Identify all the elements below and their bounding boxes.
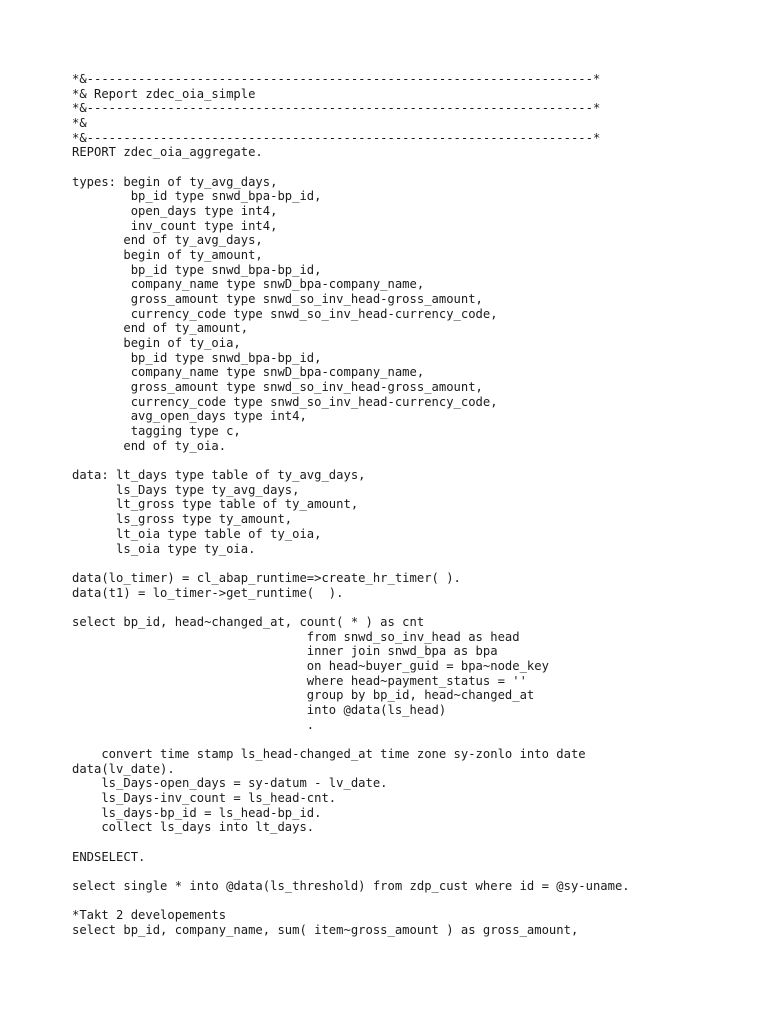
code-line — [72, 835, 630, 850]
code-line — [72, 894, 630, 909]
code-line: begin of ty_oia, — [72, 336, 241, 351]
code-line: from snwd_so_inv_head as head — [72, 629, 520, 644]
code-line: data(t1) = lo_timer->get_runtime( ). — [72, 585, 344, 600]
code-line: on head~buyer_guid = bpa~node_key — [72, 658, 549, 673]
code-line: end of ty_oia. — [72, 438, 227, 453]
code-line: select bp_id, head~changed_at, count( * ) as cnt — [72, 614, 425, 629]
code-line: *Takt 2 developements — [72, 908, 227, 923]
code-line: into @data(ls_head) — [72, 702, 447, 717]
code-line: bp_id type snwd_bpa-bp_id, — [72, 262, 322, 277]
code-line: currency_code type snwd_so_inv_head-currency_code, — [72, 306, 498, 321]
code-line: lt_oia type table of ty_oia, — [72, 526, 322, 541]
code-line: convert time stamp ls_head-changed_at time zone sy-zonlo into date — [72, 746, 586, 761]
code-line: avg_open_days type int4, — [72, 409, 307, 424]
code-line: gross_amount type snwd_so_inv_head-gross_amount, — [72, 292, 483, 307]
code-line: *&---------------------------------------------------------------------* — [72, 101, 601, 116]
code-line — [72, 600, 630, 615]
code-line: ls_oia type ty_oia. — [72, 541, 256, 556]
code-line — [72, 453, 630, 468]
code-line: *& Report zdec_oia_simple — [72, 86, 256, 101]
code-line: inv_count type int4, — [72, 218, 278, 233]
code-line: select bp_id, company_name, sum( item~gross_amount ) as gross_amount, — [72, 922, 579, 937]
abap-source-code — [72, 72, 630, 938]
code-line: ls_Days-inv_count = ls_head-cnt. — [72, 790, 337, 805]
code-line: data(lo_timer) = cl_abap_runtime=>create_hr_timer( ). — [72, 570, 461, 585]
code-line: ENDSELECT. — [72, 849, 146, 864]
code-line: collect ls_days into lt_days. — [72, 820, 315, 835]
code-line: *&---------------------------------------------------------------------* — [72, 130, 601, 145]
code-line: ls_Days type ty_avg_days, — [72, 482, 300, 497]
code-line: *&---------------------------------------------------------------------* — [72, 72, 601, 86]
code-line: end of ty_amount, — [72, 321, 249, 336]
code-line: data: lt_days type table of ty_avg_days, — [72, 468, 366, 483]
code-line: begin of ty_amount, — [72, 248, 263, 263]
code-line: ls_Days-open_days = sy-datum - lv_date. — [72, 776, 388, 791]
code-line: company_name type snwD_bpa-company_name, — [72, 277, 425, 292]
code-line: end of ty_avg_days, — [72, 233, 263, 248]
code-line: REPORT zdec_oia_aggregate. — [72, 145, 263, 160]
code-line: open_days type int4, — [72, 204, 278, 219]
code-line: where head~payment_status = '' — [72, 673, 527, 688]
code-line — [72, 556, 630, 571]
code-line — [72, 160, 630, 175]
code-line — [72, 732, 630, 747]
code-line: inner join snwd_bpa as bpa — [72, 644, 498, 659]
code-line: *& — [72, 116, 87, 131]
code-line: lt_gross type table of ty_amount, — [72, 497, 359, 512]
code-line: data(lv_date). — [72, 761, 175, 776]
code-line: . — [72, 717, 315, 732]
code-line: ls_gross type ty_amount, — [72, 512, 293, 527]
code-line: bp_id type snwd_bpa-bp_id, — [72, 189, 322, 204]
code-line: bp_id type snwd_bpa-bp_id, — [72, 350, 322, 365]
code-line: types: begin of ty_avg_days, — [72, 174, 278, 189]
code-line: tagging type c, — [72, 424, 241, 439]
code-line: group by bp_id, head~changed_at — [72, 688, 535, 703]
code-line: gross_amount type snwd_so_inv_head-gross_amount, — [72, 380, 483, 395]
code-line: company_name type snwD_bpa-company_name, — [72, 365, 425, 380]
code-line: select single * into @data(ls_threshold) from zdp_cust where id = @sy-uname. — [72, 878, 630, 893]
code-line — [72, 864, 630, 879]
code-line: ls_days-bp_id = ls_head-bp_id. — [72, 805, 322, 820]
code-line: currency_code type snwd_so_inv_head-currency_code, — [72, 394, 498, 409]
